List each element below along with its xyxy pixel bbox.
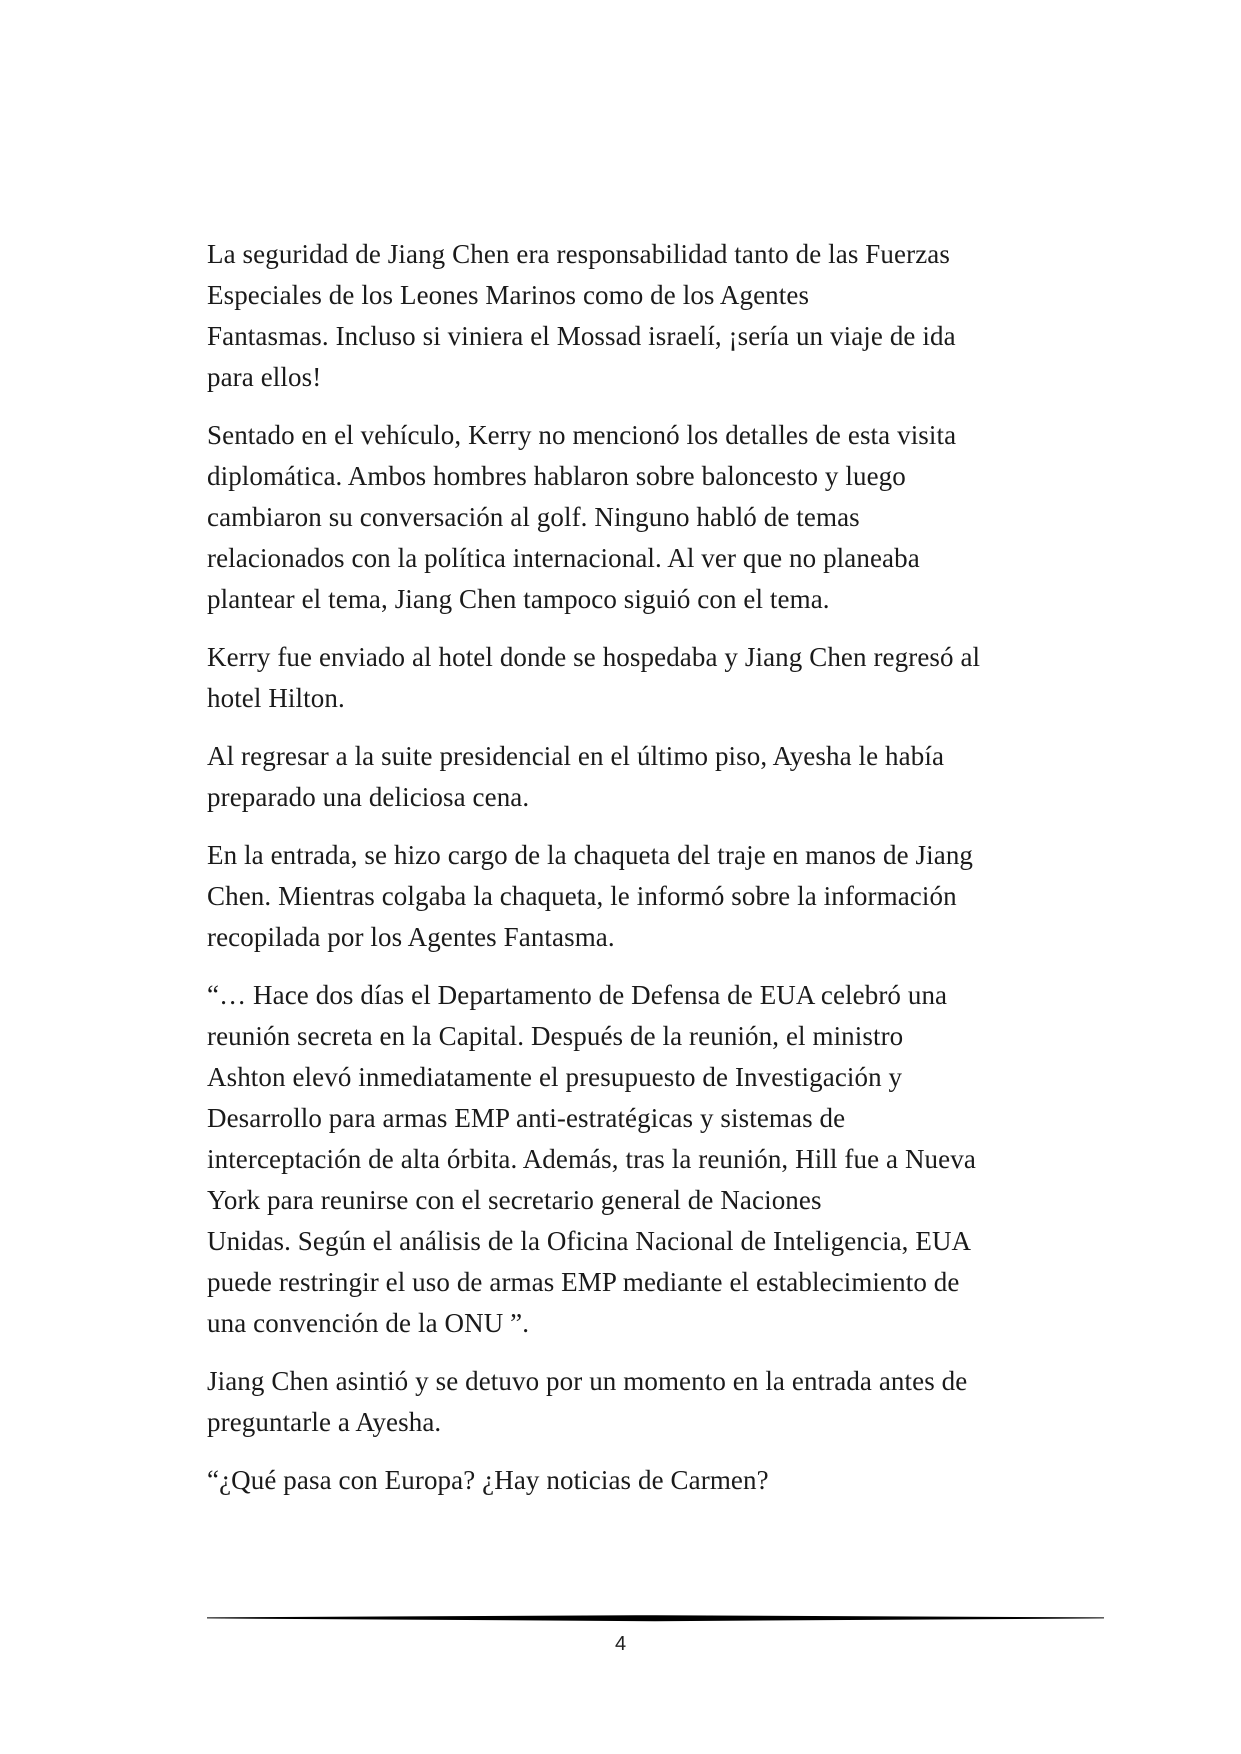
text-line: recopilada por los Agentes Fantasma. — [207, 922, 615, 952]
paragraph — [207, 1460, 1077, 1501]
footer-rule-shape — [207, 1615, 1104, 1621]
text-line: relacionados con la política internacional. Al ver que no planeaba — [207, 543, 920, 573]
body-text — [207, 234, 1077, 1518]
text-line: reunión secreta en la Capital. Después de la reunión, el ministro — [207, 1021, 904, 1051]
footer-rule — [207, 1612, 1104, 1624]
paragraph — [207, 975, 1077, 1344]
text-line: Especiales de los Leones Marinos como de los Agentes — [207, 280, 810, 310]
text-line: Unidas. Según el análisis de la Oficina Nacional de Inteligencia, EUA — [207, 1226, 972, 1256]
text-line: interceptación de alta órbita. Además, tras la reunión, Hill fue a Nueva — [207, 1144, 976, 1174]
text-line: Desarrollo para armas EMP anti-estratégicas y sistemas de — [207, 1103, 846, 1133]
paragraph — [207, 736, 1077, 818]
text-line: preguntarle a Ayesha. — [207, 1407, 442, 1437]
text-line: hotel Hilton. — [207, 683, 345, 713]
text-line: York para reunirse con el secretario general de Naciones — [207, 1185, 822, 1215]
text-line: preparado una deliciosa cena. — [207, 782, 530, 812]
paragraph — [207, 835, 1077, 958]
text-line: plantear el tema, Jiang Chen tampoco siguió con el tema. — [207, 584, 830, 614]
paragraph — [207, 1361, 1077, 1443]
page-number: 4 — [614, 1633, 627, 1655]
text-line: Chen. Mientras colgaba la chaqueta, le informó sobre la información — [207, 881, 957, 911]
text-line: En la entrada, se hizo cargo de la chaqueta del traje en manos de Jiang — [207, 840, 974, 870]
text-line: Al regresar a la suite presidencial en el último piso, Ayesha le había — [207, 741, 945, 771]
text-line: “… Hace dos días el Departamento de Defensa de EUA celebró una — [207, 980, 948, 1010]
text-line: puede restringir el uso de armas EMP mediante el establecimiento de — [207, 1267, 960, 1297]
paragraph — [207, 637, 1077, 719]
paragraph — [207, 415, 1077, 620]
text-line: cambiaron su conversación al golf. Ninguno habló de temas — [207, 502, 860, 532]
text-line: una convención de la ONU ”. — [207, 1308, 530, 1338]
text-line: para ellos! — [207, 362, 322, 392]
text-line: Jiang Chen asintió y se detuvo por un momento en la entrada antes de — [207, 1366, 968, 1396]
text-line: Kerry fue enviado al hotel donde se hospedaba y Jiang Chen regresó al — [207, 642, 981, 672]
text-line: La seguridad de Jiang Chen era responsabilidad tanto de las Fuerzas — [207, 239, 950, 269]
text-line: “¿Qué pasa con Europa? ¿Hay noticias de Carmen? — [207, 1465, 769, 1495]
paragraph — [207, 234, 1077, 398]
text-line: Ashton elevó inmediatamente el presupuesto de Investigación y — [207, 1062, 903, 1092]
text-line: Sentado en el vehículo, Kerry no mencionó los detalles de esta visita — [207, 420, 957, 450]
text-line: diplomática. Ambos hombres hablaron sobre baloncesto y luego — [207, 461, 906, 491]
text-line: Fantasmas. Incluso si viniera el Mossad israelí, ¡sería un viaje de ida — [207, 321, 956, 351]
